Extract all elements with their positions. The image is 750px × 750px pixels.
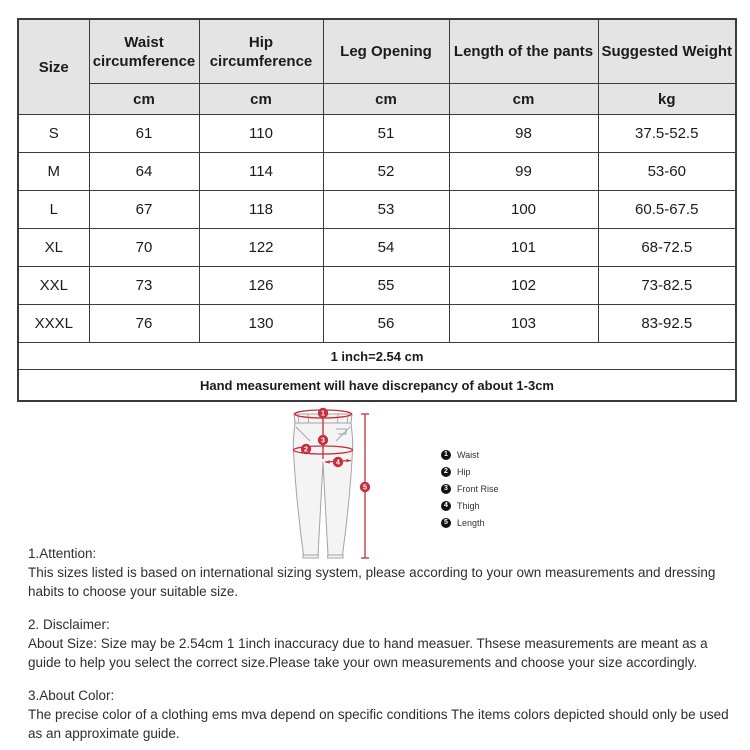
disclaimer-heading: 2. Disclaimer: (28, 617, 110, 632)
col-header-length: Length of the pants (449, 19, 598, 84)
col-header-waist: Waist circumference (89, 19, 199, 84)
waist-marker: 1 (321, 410, 325, 418)
hip-cell: 110 (199, 115, 323, 153)
length-cell: 101 (449, 229, 598, 267)
table-row (18, 191, 736, 229)
length-cell: 103 (449, 305, 598, 343)
legend-number-icon: 2 (441, 467, 451, 477)
size-cell: M (18, 153, 89, 191)
col-header-leg-opening: Leg Opening (323, 19, 449, 84)
size-cell: XL (18, 229, 89, 267)
front-rise-marker: 3 (321, 437, 325, 445)
length-cell: 98 (449, 115, 598, 153)
size-cell: XXXL (18, 305, 89, 343)
legend-label: Hip (457, 466, 471, 477)
legend-label: Front Rise (457, 483, 499, 494)
leg-opening-cell: 53 (323, 191, 449, 229)
hip-cell: 122 (199, 229, 323, 267)
waist-cell: 67 (89, 191, 199, 229)
legend-item-thigh (441, 497, 499, 514)
leg-opening-cell: 51 (323, 115, 449, 153)
unit-weight: kg (598, 84, 736, 115)
disclaimer-section (28, 615, 736, 672)
weight-cell: 68-72.5 (598, 229, 736, 267)
legend-number-icon: 5 (441, 518, 451, 528)
measurement-note-row (18, 370, 736, 402)
legend-number-icon: 3 (441, 484, 451, 494)
leg-opening-cell: 56 (323, 305, 449, 343)
weight-cell: 83-92.5 (598, 305, 736, 343)
hip-cell: 118 (199, 191, 323, 229)
weight-cell: 73-82.5 (598, 267, 736, 305)
unit-leg-opening: cm (323, 84, 449, 115)
about-color-section (28, 686, 736, 743)
legend-label: Thigh (457, 500, 480, 511)
hand-measurement-note: Hand measurement will have discrepancy of about 1-3cm (18, 370, 736, 402)
inch-conversion-note: 1 inch=2.54 cm (18, 343, 736, 370)
disclaimer-body: About Size: Size may be 2.54cm 1 1inch inaccuracy due to hand measuer. Thsese measurements are meant as a guide to help you select the correct size.Please take your own measurements and choose your size accordingly. (28, 636, 708, 670)
waist-cell: 76 (89, 305, 199, 343)
unit-waist: cm (89, 84, 199, 115)
table-row (18, 267, 736, 305)
leg-opening-cell: 54 (323, 229, 449, 267)
waist-cell: 73 (89, 267, 199, 305)
table-row (18, 305, 736, 343)
col-header-weight: Suggested Weight (598, 19, 736, 84)
length-marker: 5 (363, 484, 367, 492)
length-cell: 100 (449, 191, 598, 229)
table-row (18, 115, 736, 153)
leg-opening-cell: 55 (323, 267, 449, 305)
info-sections (28, 544, 736, 743)
hip-marker: 2 (304, 446, 308, 454)
inch-note-row (18, 343, 736, 370)
thigh-marker: 4 (336, 459, 340, 467)
table-row (18, 153, 736, 191)
size-chart-table (17, 18, 737, 402)
length-cell: 99 (449, 153, 598, 191)
size-cell: L (18, 191, 89, 229)
leg-opening-cell: 52 (323, 153, 449, 191)
attention-section (28, 544, 736, 601)
hip-cell: 126 (199, 267, 323, 305)
weight-cell: 37.5-52.5 (598, 115, 736, 153)
size-cell: XXL (18, 267, 89, 305)
weight-cell: 53-60 (598, 153, 736, 191)
col-header-size: Size (18, 19, 89, 115)
unit-length: cm (449, 84, 598, 115)
attention-body: This sizes listed is based on international sizing system, please according to your own measurements and dressing habits to choose your suitable size. (28, 565, 716, 599)
weight-cell: 60.5-67.5 (598, 191, 736, 229)
legend-label: Waist (457, 449, 480, 460)
length-cell: 102 (449, 267, 598, 305)
pants-measurement-diagram (280, 402, 580, 562)
size-cell: S (18, 115, 89, 153)
waist-cell: 64 (89, 153, 199, 191)
pants-diagram-drawing (280, 402, 380, 560)
header-row (18, 19, 736, 84)
attention-heading: 1.Attention: (28, 546, 97, 561)
legend-number-icon: 4 (441, 501, 451, 511)
legend-label: Length (457, 517, 485, 528)
hip-cell: 114 (199, 153, 323, 191)
units-row (18, 84, 736, 115)
diagram-legend (441, 446, 499, 531)
legend-item-waist (441, 446, 499, 463)
about-color-body: The precise color of a clothing ems mva depend on specific conditions The items colors depicted should only be used as an approximate guide. (28, 707, 729, 741)
legend-item-hip (441, 463, 499, 480)
legend-item-length (441, 514, 499, 531)
legend-number-icon: 1 (441, 450, 451, 460)
about-color-heading: 3.About Color: (28, 688, 115, 703)
waist-cell: 61 (89, 115, 199, 153)
waist-cell: 70 (89, 229, 199, 267)
legend-item-front-rise (441, 480, 499, 497)
unit-hip: cm (199, 84, 323, 115)
table-row (18, 229, 736, 267)
hip-cell: 130 (199, 305, 323, 343)
col-header-hip: Hip circumference (199, 19, 323, 84)
